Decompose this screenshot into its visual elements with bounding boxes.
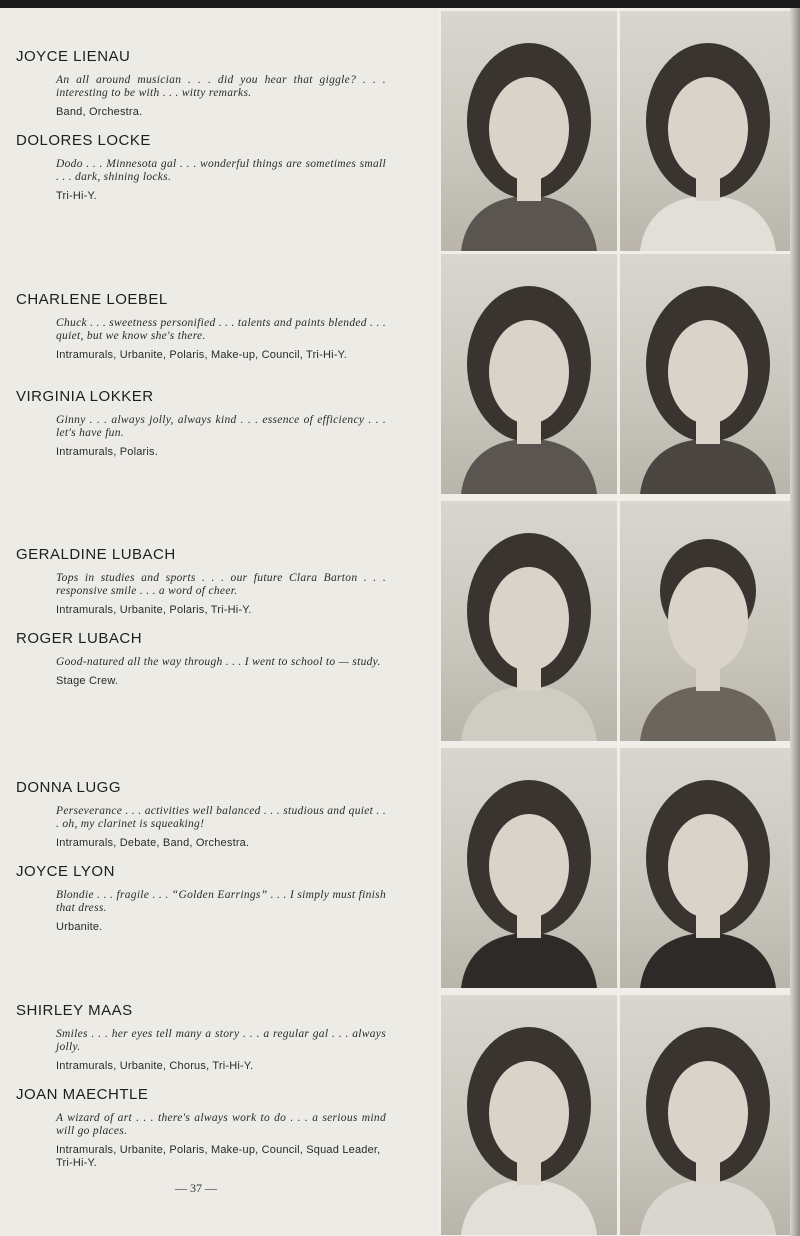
- student-name: JOAN MAECHTLE: [16, 1086, 149, 1103]
- page-top-band: [0, 0, 800, 8]
- student-name: CHARLENE LOEBEL: [16, 291, 168, 308]
- student-activities: Intramurals, Polaris.: [56, 446, 159, 458]
- entry-geraldine-lubach: [16, 546, 386, 617]
- student-activities: Tri-Hi-Y.: [56, 190, 97, 202]
- student-name: VIRGINIA LOKKER: [16, 388, 154, 405]
- student-activities: Intramurals, Urbanite, Polaris, Make-up, Council, Tri-Hi-Y.: [56, 349, 347, 361]
- student-description: Blondie . . . fragile . . . “Golden Earrings” . . . I simply must finish that dress.: [56, 889, 386, 914]
- student-description: Smiles . . . her eyes tell many a story . . . a regular gal . . . always jolly.: [56, 1028, 386, 1053]
- student-description: Chuck . . . sweetness personified . . . talents and paints blended . . . quiet, but we know she's there.: [56, 317, 386, 342]
- student-activities: Intramurals, Debate, Band, Orchestra.: [56, 837, 250, 849]
- student-activities: Intramurals, Urbanite, Polaris, Make-up, Council, Squad Leader, Tri-Hi-Y.: [56, 1144, 381, 1169]
- student-activities: Stage Crew.: [56, 675, 119, 687]
- student-name: SHIRLEY MAAS: [16, 1002, 133, 1019]
- student-name: GERALDINE LUBACH: [16, 546, 176, 563]
- portrait-photo: [620, 748, 796, 988]
- portrait-photo: [441, 995, 617, 1235]
- page-edge-shadow: [790, 8, 800, 1236]
- student-activities: Intramurals, Urbanite, Chorus, Tri-Hi-Y.: [56, 1060, 254, 1072]
- student-activities: Urbanite.: [56, 921, 103, 933]
- entry-dolores-locke: [16, 132, 386, 203]
- portrait-photo: [441, 501, 617, 741]
- student-description: Ginny . . . always jolly, always kind . . . essence of efficiency . . . let's have fun.: [56, 414, 386, 439]
- student-name: DOLORES LOCKE: [16, 132, 151, 149]
- student-name: ROGER LUBACH: [16, 630, 143, 647]
- portrait-photo: [620, 995, 796, 1235]
- student-activities: Band, Orchestra.: [56, 106, 143, 118]
- portrait-photo: [620, 501, 796, 741]
- entry-joyce-lyon: [16, 863, 386, 934]
- student-name: JOYCE LIENAU: [16, 48, 131, 65]
- portrait-photo: [620, 254, 796, 494]
- entry-roger-lubach: [16, 630, 386, 688]
- student-name: JOYCE LYON: [16, 863, 115, 880]
- student-description: Dodo . . . Minnesota gal . . . wonderful things are sometimes small . . . dark, shining locks.: [56, 158, 386, 183]
- page-number: — 37 —: [175, 1181, 217, 1195]
- student-description: An all around musician . . . did you hear that giggle? . . . interesting to be with . . . witty remarks.: [56, 74, 386, 99]
- entry-donna-lugg: [16, 779, 386, 850]
- entry-joyce-lienau: [16, 48, 386, 119]
- portrait-photo: [441, 254, 617, 494]
- student-name: DONNA LUGG: [16, 779, 122, 796]
- portrait-photo: [620, 11, 796, 251]
- entry-joan-maechtle: [16, 1086, 386, 1170]
- entry-shirley-maas: [16, 1002, 386, 1073]
- portrait-photo: [441, 748, 617, 988]
- student-description: Tops in studies and sports . . . our future Clara Barton . . . responsive smile . . . a word of cheer.: [56, 572, 386, 597]
- student-description: A wizard of art . . . there's always work to do . . . a serious mind will go places.: [56, 1112, 386, 1137]
- student-activities: Intramurals, Urbanite, Polaris, Tri-Hi-Y.: [56, 604, 252, 616]
- entry-charlene-loebel: [16, 291, 386, 362]
- student-description: Good-natured all the way through . . . I went to school to — study.: [56, 656, 381, 668]
- portrait-photo: [441, 11, 617, 251]
- student-description: Perseverance . . . activities well balanced . . . studious and quiet . . . oh, my clarinet is squeaking!: [56, 805, 386, 830]
- photo-grid: [438, 8, 800, 1236]
- entry-virginia-lokker: [16, 388, 386, 459]
